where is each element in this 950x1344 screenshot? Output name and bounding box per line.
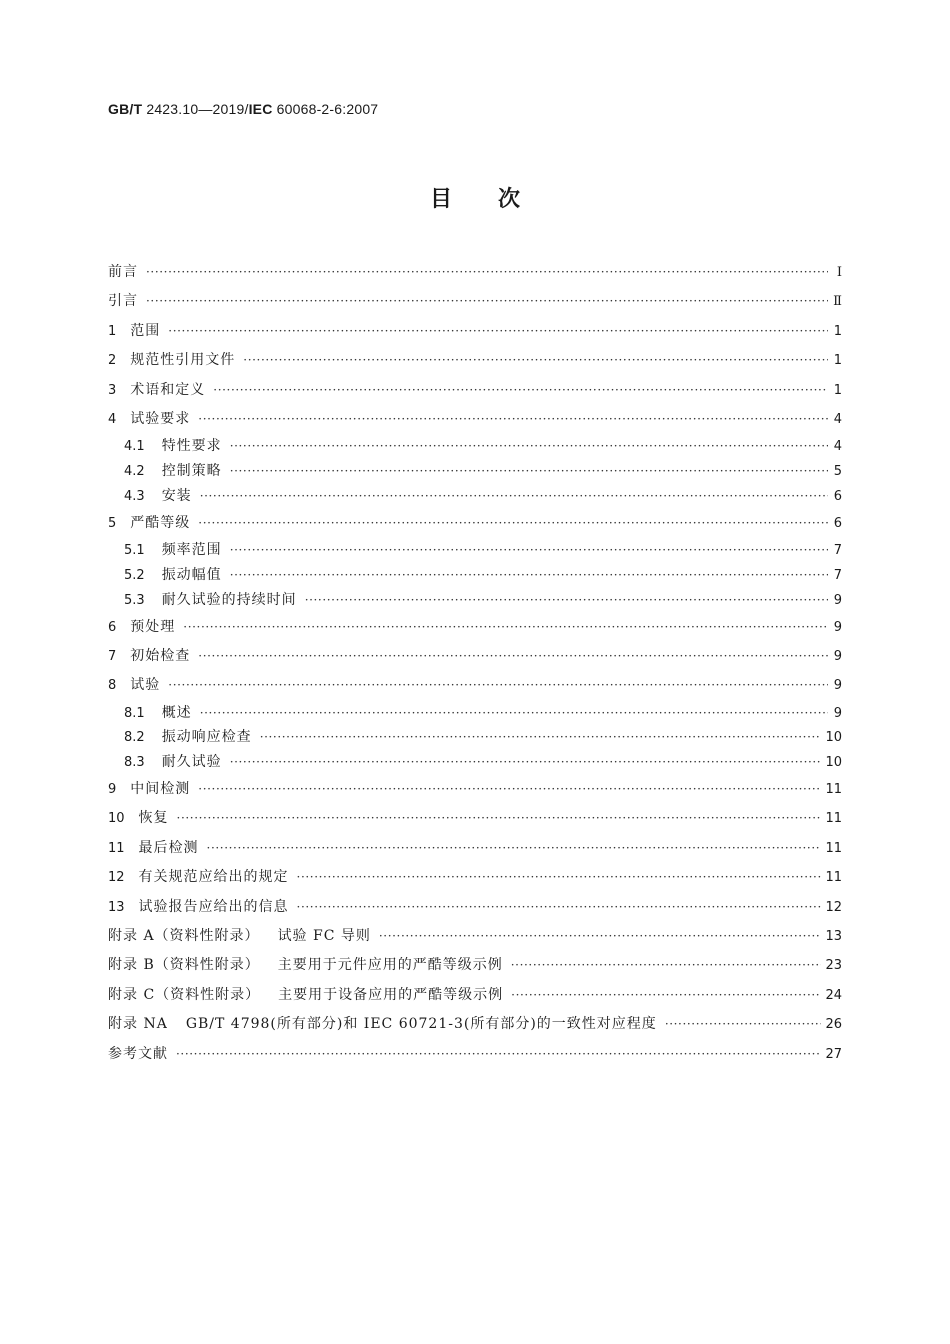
toc-leader-dots (146, 287, 828, 316)
toc-entry-number: 4.2 (124, 464, 145, 480)
toc-leader-dots (183, 613, 828, 642)
toc-annex-tag: 附录 B（资料性附录） (108, 957, 260, 974)
toc-entry[interactable] (108, 981, 842, 1010)
toc-annex-tag: 附录 A（资料性附录） (108, 928, 260, 945)
toc-entry[interactable] (108, 1010, 842, 1039)
toc-entry[interactable] (108, 346, 842, 375)
toc-entry-label: 试验要求 (130, 410, 191, 427)
toc-entry-number: 9 (108, 782, 117, 798)
toc-entry-page: 10 (825, 755, 842, 771)
toc-entry[interactable] (108, 434, 842, 459)
toc-entry-label: 恢复 (138, 810, 169, 827)
document-code (108, 101, 378, 117)
toc-leader-dots (305, 588, 828, 613)
toc-leader-dots (198, 775, 821, 804)
toc-entry[interactable] (108, 459, 842, 484)
toc-entry[interactable] (108, 509, 842, 538)
toc-leader-dots (230, 459, 828, 484)
toc-entry-number: 8.2 (124, 730, 145, 746)
toc-leader-dots (511, 951, 822, 980)
toc-entry-label: 控制策略 (161, 463, 222, 480)
toc-entry[interactable] (108, 1040, 842, 1069)
doc-code-iec: IEC (248, 101, 273, 117)
toc-entry-page: 4 (833, 411, 842, 427)
toc-leader-dots (168, 671, 828, 700)
toc-entry-label: 术语和定义 (130, 381, 206, 398)
toc-leader-dots (200, 484, 828, 509)
toc-entry[interactable] (108, 750, 842, 775)
toc-entry-number: 8.1 (124, 705, 145, 721)
toc-entry-label: 前言 (108, 264, 138, 280)
toc-leader-dots (198, 405, 828, 434)
toc-leader-dots (379, 922, 822, 951)
toc-entry-page: 23 (825, 958, 842, 974)
toc-leader-dots (230, 563, 828, 588)
toc-entry-page: 11 (825, 811, 842, 827)
toc-entry-number: 7 (108, 648, 117, 664)
toc-leader-dots (243, 346, 828, 375)
toc-entry-page: 12 (825, 899, 842, 915)
toc-entry-number: 12 (108, 870, 125, 886)
toc-leader-dots (177, 804, 822, 833)
toc-leader-dots (146, 258, 828, 287)
toc-entry-page: 7 (833, 567, 842, 583)
toc-entry-label: 试验报告应给出的信息 (138, 898, 289, 915)
toc-leader-dots (230, 434, 828, 459)
toc-entry[interactable] (108, 642, 842, 671)
toc-entry-page: 9 (833, 592, 842, 608)
toc-entry-label: 频率范围 (161, 542, 222, 559)
toc-annex-tag: 附录 NA (108, 1016, 168, 1033)
toc-entry-label: 振动响应检查 (161, 729, 252, 746)
toc-entry[interactable] (108, 287, 842, 316)
toc-entry-number: 4.3 (124, 488, 145, 504)
toc-entry-label: 中间检测 (130, 781, 191, 798)
toc-entry-label: 特性要求 (161, 438, 222, 455)
toc-entry[interactable] (108, 863, 842, 892)
toc-entry-label: 主要用于元件应用的严酷等级示例 (277, 957, 503, 974)
toc-entry-number: 5.3 (124, 592, 145, 608)
toc-entry-number: 8.3 (124, 755, 145, 771)
toc-entry-label: 试验 FC 导则 (277, 928, 371, 945)
toc-annex-tag: 附录 C（资料性附录） (108, 986, 261, 1003)
toc-entry[interactable] (108, 893, 842, 922)
toc-entry-label: 耐久试验 (161, 754, 222, 771)
toc-leader-dots (260, 725, 822, 750)
toc-entry-page: 10 (825, 730, 842, 746)
toc-entry-number: 5.1 (124, 543, 145, 559)
toc-entry-number: 1 (108, 323, 117, 339)
toc-entry-label: 初始检查 (130, 647, 191, 664)
toc-leader-dots (297, 893, 822, 922)
toc-entry-number: 6 (108, 619, 117, 635)
toc-entry-page: 9 (833, 705, 842, 721)
toc-entry[interactable] (108, 376, 842, 405)
toc-entry-page: 11 (825, 840, 842, 856)
toc-entry[interactable] (108, 725, 842, 750)
toc-leader-dots (198, 509, 828, 538)
toc-leader-dots (198, 642, 828, 671)
toc-entry-number: 11 (108, 840, 125, 856)
toc-entry-page: 7 (833, 543, 842, 559)
toc-entry-number: 4.1 (124, 439, 145, 455)
toc-entry[interactable] (108, 804, 842, 833)
toc-leader-dots (168, 317, 828, 346)
doc-code-number: 2423.10—2019/ (142, 101, 249, 117)
toc-entry[interactable] (108, 701, 842, 726)
toc-leader-dots (665, 1010, 822, 1039)
toc-title: 目次 (429, 187, 566, 212)
toc-entry-number: 13 (108, 899, 125, 915)
toc-entry[interactable] (108, 834, 842, 863)
toc-entry-page: 6 (833, 515, 842, 531)
toc-entry-page: 24 (825, 987, 842, 1003)
toc-leader-dots (511, 981, 821, 1010)
toc-entry[interactable] (108, 538, 842, 563)
toc-entry-label: 最后检测 (138, 839, 199, 856)
toc-entry[interactable] (108, 951, 842, 980)
toc-entry-page: 5 (833, 464, 842, 480)
toc-entry-number: 8 (108, 678, 117, 694)
toc-entry-number: 5.2 (124, 567, 145, 583)
toc-entry-label: 试验 (130, 677, 161, 694)
toc-entry-label: 振动幅值 (161, 566, 222, 583)
toc-entry-label: 引言 (108, 293, 138, 310)
toc-entry-number: 10 (108, 811, 125, 827)
toc-entry-label: 规范性引用文件 (130, 352, 236, 369)
toc-entry-page: 26 (825, 1017, 842, 1033)
toc-entry[interactable] (108, 671, 842, 700)
toc-entry-page: 4 (833, 439, 842, 455)
toc-entry-label: 参考文献 (108, 1045, 168, 1062)
doc-code-iec-number: 60068-2-6:2007 (272, 101, 379, 117)
toc-entry-label: 有关规范应给出的规定 (138, 869, 289, 886)
table-of-contents (108, 258, 842, 1069)
toc-entry-label: 主要用于设备应用的严酷等级示例 (278, 986, 504, 1003)
toc-entry-number: 5 (108, 515, 117, 531)
toc-entry-page: 9 (833, 678, 842, 694)
toc-entry-page: 11 (825, 782, 842, 798)
toc-entry-number: 3 (108, 382, 117, 398)
toc-entry[interactable] (108, 317, 842, 346)
toc-entry-label: 安装 (161, 487, 192, 504)
toc-entry-label: GB/T 4798(所有部分)和 IEC 60721-3(所有部分)的一致性对应程度 (185, 1016, 657, 1033)
toc-leader-dots (200, 701, 828, 726)
toc-entry-page: Ⅱ (833, 294, 842, 310)
toc-entry-number: 2 (108, 353, 117, 369)
toc-entry-page: 11 (825, 870, 842, 886)
toc-entry-label: 概述 (161, 704, 192, 721)
toc-entry-page: 6 (833, 488, 842, 504)
toc-leader-dots (230, 538, 828, 563)
toc-entry[interactable] (108, 484, 842, 509)
toc-entry[interactable] (108, 613, 842, 642)
toc-entry-page: 1 (833, 353, 842, 369)
toc-leader-dots (230, 750, 822, 775)
toc-entry[interactable] (108, 775, 842, 804)
toc-entry-number: 4 (108, 411, 117, 427)
toc-entry[interactable] (108, 258, 842, 287)
toc-entry-label: 严酷等级 (130, 514, 191, 531)
toc-entry-label: 预处理 (130, 618, 176, 635)
toc-leader-dots (297, 863, 822, 892)
toc-entry-page: 1 (833, 382, 842, 398)
toc-leader-dots (176, 1040, 821, 1069)
toc-entry-label: 耐久试验的持续时间 (161, 591, 297, 608)
toc-leader-dots (213, 376, 828, 405)
doc-code-prefix: GB/T (108, 101, 143, 117)
toc-entry-page: 9 (833, 648, 842, 664)
toc-entry-label: 范围 (130, 322, 161, 339)
toc-entry-page: 9 (833, 619, 842, 635)
toc-entry-page: Ⅰ (836, 265, 842, 280)
toc-entry-page: 13 (825, 929, 842, 945)
toc-entry-page: 27 (825, 1046, 842, 1062)
toc-entry[interactable] (108, 922, 842, 951)
toc-entry[interactable] (108, 588, 842, 613)
toc-entry-page: 1 (833, 323, 842, 339)
toc-entry[interactable] (108, 563, 842, 588)
toc-leader-dots (207, 834, 822, 863)
toc-entry[interactable] (108, 405, 842, 434)
